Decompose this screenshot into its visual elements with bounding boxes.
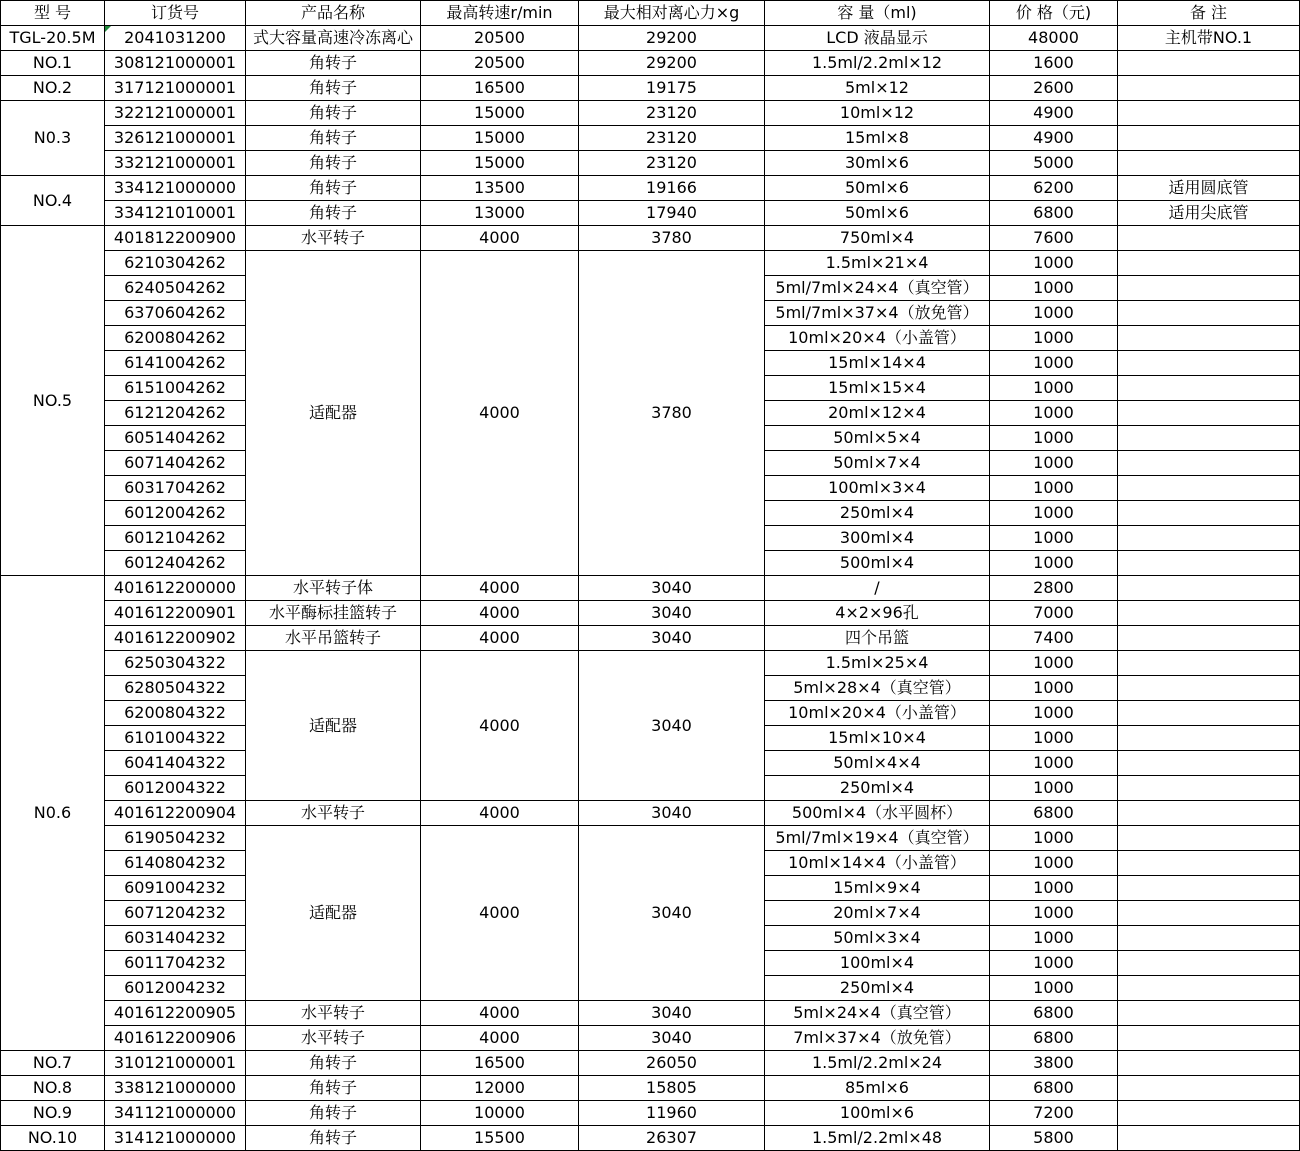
cell-price[interactable]: 1000: [990, 376, 1118, 401]
cell-product[interactable]: 水平转子: [246, 1001, 421, 1026]
cell-order[interactable]: 6041404322: [105, 751, 246, 776]
header-cell-note[interactable]: 备 注: [1118, 1, 1300, 26]
cell-speed[interactable]: 20500: [421, 51, 579, 76]
cell-price[interactable]: 1000: [990, 751, 1118, 776]
cell-price[interactable]: 7200: [990, 1101, 1118, 1126]
cell-order[interactable]: 6370604262: [105, 301, 246, 326]
cell-note[interactable]: 适用圆底管: [1118, 176, 1300, 201]
cell-note[interactable]: [1118, 876, 1300, 901]
table-row: [1, 826, 1300, 851]
cell-note[interactable]: 适用尖底管: [1118, 201, 1300, 226]
cell-capacity[interactable]: 50ml×6: [765, 201, 990, 226]
cell-capacity[interactable]: 100ml×6: [765, 1101, 990, 1126]
cell-capacity[interactable]: 50ml×7×4: [765, 451, 990, 476]
cell-rcf[interactable]: 29200: [579, 51, 765, 76]
cell-order[interactable]: 6101004322: [105, 726, 246, 751]
cell-product[interactable]: 角转子: [246, 1126, 421, 1151]
cell-price[interactable]: 5800: [990, 1126, 1118, 1151]
cell-price[interactable]: 48000: [990, 26, 1118, 51]
cell-price[interactable]: 1000: [990, 351, 1118, 376]
cell-note[interactable]: [1118, 1126, 1300, 1151]
cell-model[interactable]: N0.6: [1, 576, 105, 1051]
cell-speed[interactable]: 13000: [421, 201, 579, 226]
cell-model[interactable]: NO.2: [1, 76, 105, 101]
cell-note[interactable]: [1118, 126, 1300, 151]
table-row: [1, 151, 1300, 176]
cell-rcf[interactable]: 19166: [579, 176, 765, 201]
cell-speed[interactable]: 10000: [421, 1101, 579, 1126]
cell-note[interactable]: [1118, 726, 1300, 751]
cell-price[interactable]: 1000: [990, 701, 1118, 726]
table-row: [1, 1051, 1300, 1076]
header-cell-rcf[interactable]: 最大相对离心力×g: [579, 1, 765, 26]
cell-price[interactable]: 5000: [990, 151, 1118, 176]
cell-speed[interactable]: 12000: [421, 1076, 579, 1101]
cell-note[interactable]: [1118, 276, 1300, 301]
cell-price[interactable]: 1000: [990, 876, 1118, 901]
header-cell-price[interactable]: 价 格（元): [990, 1, 1118, 26]
cell-capacity[interactable]: 50ml×6: [765, 176, 990, 201]
cell-product[interactable]: 角转子: [246, 1101, 421, 1126]
cell-speed[interactable]: 20500: [421, 26, 579, 51]
cell-order[interactable]: 332121000001: [105, 151, 246, 176]
cell-rcf[interactable]: 3040: [579, 601, 765, 626]
cell-price[interactable]: 7400: [990, 626, 1118, 651]
cell-product[interactable]: 适配器: [246, 826, 421, 1001]
cell-order[interactable]: 6121204262: [105, 401, 246, 426]
cell-note[interactable]: [1118, 951, 1300, 976]
cell-note[interactable]: [1118, 1001, 1300, 1026]
table-row: [1, 576, 1300, 601]
cell-note[interactable]: [1118, 501, 1300, 526]
cell-note[interactable]: [1118, 551, 1300, 576]
cell-rcf[interactable]: 26050: [579, 1051, 765, 1076]
cell-note[interactable]: 主机带NO.1: [1118, 26, 1300, 51]
cell-price[interactable]: 1000: [990, 276, 1118, 301]
cell-order[interactable]: 6210304262: [105, 251, 246, 276]
cell-capacity[interactable]: 250ml×4: [765, 501, 990, 526]
cell-note[interactable]: [1118, 976, 1300, 1001]
cell-rcf[interactable]: 26307: [579, 1126, 765, 1151]
cell-note[interactable]: [1118, 776, 1300, 801]
table-row: [1, 201, 1300, 226]
cell-order[interactable]: 6071204232: [105, 901, 246, 926]
cell-order[interactable]: 314121000000: [105, 1126, 246, 1151]
cell-price[interactable]: 1000: [990, 951, 1118, 976]
cell-order[interactable]: 308121000001: [105, 51, 246, 76]
cell-order[interactable]: 338121000000: [105, 1076, 246, 1101]
cell-note[interactable]: [1118, 251, 1300, 276]
cell-rcf[interactable]: 3040: [579, 1026, 765, 1051]
cell-product[interactable]: 水平吊篮转子: [246, 626, 421, 651]
header-cell-order[interactable]: 订货号: [105, 1, 246, 26]
cell-rcf[interactable]: 15805: [579, 1076, 765, 1101]
cell-order[interactable]: 6071404262: [105, 451, 246, 476]
table-row: [1, 76, 1300, 101]
cell-product[interactable]: 水平转子: [246, 226, 421, 251]
cell-rcf[interactable]: 3040: [579, 1001, 765, 1026]
cell-speed[interactable]: 16500: [421, 1051, 579, 1076]
cell-capacity[interactable]: 5ml×28×4（真空管）: [765, 676, 990, 701]
cell-order[interactable]: 6012004322: [105, 776, 246, 801]
cell-product[interactable]: 水平酶标挂篮转子: [246, 601, 421, 626]
cell-capacity[interactable]: 20ml×7×4: [765, 901, 990, 926]
cell-model[interactable]: NO.4: [1, 176, 105, 226]
cell-speed[interactable]: 15500: [421, 1126, 579, 1151]
cell-order[interactable]: 6250304322: [105, 651, 246, 676]
cell-price[interactable]: 1000: [990, 501, 1118, 526]
cell-capacity[interactable]: /: [765, 576, 990, 601]
cell-order[interactable]: 6141004262: [105, 351, 246, 376]
cell-price[interactable]: 2800: [990, 576, 1118, 601]
cell-speed[interactable]: 4000: [421, 576, 579, 601]
cell-note[interactable]: [1118, 326, 1300, 351]
cell-product[interactable]: 水平转子: [246, 1026, 421, 1051]
cell-product[interactable]: 角转子: [246, 76, 421, 101]
cell-capacity[interactable]: 500ml×4: [765, 551, 990, 576]
cell-speed[interactable]: 15000: [421, 151, 579, 176]
cell-product[interactable]: 适配器: [246, 651, 421, 801]
cell-note[interactable]: [1118, 651, 1300, 676]
cell-speed[interactable]: 4000: [421, 226, 579, 251]
cell-speed[interactable]: 4000: [421, 826, 579, 1001]
cell-note[interactable]: [1118, 901, 1300, 926]
cell-capacity[interactable]: 50ml×3×4: [765, 926, 990, 951]
table-row: [1, 26, 1300, 51]
cell-price[interactable]: 1000: [990, 426, 1118, 451]
cell-product[interactable]: 角转子: [246, 51, 421, 76]
cell-price[interactable]: 6800: [990, 1001, 1118, 1026]
cell-order[interactable]: 6012104262: [105, 526, 246, 551]
cell-product[interactable]: 角转子: [246, 201, 421, 226]
cell-capacity[interactable]: 7ml×37×4（放免管）: [765, 1026, 990, 1051]
cell-price[interactable]: 6800: [990, 1026, 1118, 1051]
cell-capacity[interactable]: 4×2×96孔: [765, 601, 990, 626]
cell-price[interactable]: 6800: [990, 801, 1118, 826]
cell-capacity[interactable]: LCD 液晶显示: [765, 26, 990, 51]
cell-speed[interactable]: 15000: [421, 126, 579, 151]
cell-capacity[interactable]: 100ml×4: [765, 951, 990, 976]
cell-price[interactable]: 1000: [990, 551, 1118, 576]
cell-order[interactable]: 401612200902: [105, 626, 246, 651]
cell-order[interactable]: 401612200901: [105, 601, 246, 626]
cell-product[interactable]: 适配器: [246, 251, 421, 576]
cell-price[interactable]: 7600: [990, 226, 1118, 251]
cell-price[interactable]: 1000: [990, 726, 1118, 751]
cell-speed[interactable]: 4000: [421, 1001, 579, 1026]
cell-price[interactable]: 4900: [990, 101, 1118, 126]
cell-speed[interactable]: 15000: [421, 101, 579, 126]
cell-note[interactable]: [1118, 301, 1300, 326]
cell-price[interactable]: 6800: [990, 1076, 1118, 1101]
cell-capacity[interactable]: 10ml×20×4（小盖管）: [765, 701, 990, 726]
cell-price[interactable]: 1000: [990, 401, 1118, 426]
table-row: [1, 1026, 1300, 1051]
cell-price[interactable]: 1000: [990, 851, 1118, 876]
cell-price[interactable]: 3800: [990, 1051, 1118, 1076]
cell-speed[interactable]: 4000: [421, 601, 579, 626]
cell-model[interactable]: NO.1: [1, 51, 105, 76]
cell-note[interactable]: [1118, 826, 1300, 851]
cell-product[interactable]: 水平转子体: [246, 576, 421, 601]
cell-capacity[interactable]: 10ml×12: [765, 101, 990, 126]
table-row: [1, 651, 1300, 676]
cell-order[interactable]: 2041031200: [105, 26, 246, 51]
cell-rcf[interactable]: 23120: [579, 101, 765, 126]
cell-price[interactable]: 6800: [990, 201, 1118, 226]
cell-order[interactable]: 317121000001: [105, 76, 246, 101]
cell-order[interactable]: 6240504262: [105, 276, 246, 301]
cell-capacity[interactable]: 1.5ml/2.2ml×24: [765, 1051, 990, 1076]
cell-capacity[interactable]: 250ml×4: [765, 976, 990, 1001]
cell-price[interactable]: 1000: [990, 301, 1118, 326]
cell-price[interactable]: 2600: [990, 76, 1118, 101]
cell-speed[interactable]: 4000: [421, 626, 579, 651]
cell-note[interactable]: [1118, 1076, 1300, 1101]
cell-order[interactable]: 6200804262: [105, 326, 246, 351]
cell-rcf[interactable]: 3040: [579, 826, 765, 1001]
cell-capacity[interactable]: 50ml×5×4: [765, 426, 990, 451]
cell-order[interactable]: 310121000001: [105, 1051, 246, 1076]
cell-model[interactable]: N0.3: [1, 101, 105, 176]
cell-note[interactable]: [1118, 76, 1300, 101]
cell-note[interactable]: [1118, 1051, 1300, 1076]
cell-price[interactable]: 1000: [990, 251, 1118, 276]
cell-note[interactable]: [1118, 151, 1300, 176]
cell-product[interactable]: 角转子: [246, 126, 421, 151]
cell-capacity[interactable]: 15ml×14×4: [765, 351, 990, 376]
cell-model[interactable]: NO.5: [1, 226, 105, 576]
cell-capacity[interactable]: 15ml×9×4: [765, 876, 990, 901]
cell-capacity[interactable]: 20ml×12×4: [765, 401, 990, 426]
cell-order[interactable]: 401612200906: [105, 1026, 246, 1051]
cell-rcf[interactable]: 11960: [579, 1101, 765, 1126]
cell-model[interactable]: NO.7: [1, 1051, 105, 1076]
cell-price[interactable]: 1000: [990, 976, 1118, 1001]
cell-product[interactable]: 角转子: [246, 176, 421, 201]
cell-product[interactable]: 角转子: [246, 1051, 421, 1076]
header-cell-product[interactable]: 产品名称: [246, 1, 421, 26]
cell-rcf[interactable]: 23120: [579, 151, 765, 176]
table-row: [1, 801, 1300, 826]
cell-capacity[interactable]: 100ml×3×4: [765, 476, 990, 501]
cell-order[interactable]: 6031404232: [105, 926, 246, 951]
cell-speed[interactable]: 4000: [421, 251, 579, 576]
cell-note[interactable]: [1118, 376, 1300, 401]
table-row: [1, 126, 1300, 151]
cell-note[interactable]: [1118, 801, 1300, 826]
cell-price[interactable]: 1000: [990, 651, 1118, 676]
cell-note[interactable]: [1118, 426, 1300, 451]
cell-note[interactable]: [1118, 701, 1300, 726]
cell-speed[interactable]: 4000: [421, 651, 579, 801]
cell-note[interactable]: [1118, 476, 1300, 501]
cell-order[interactable]: 334121010001: [105, 201, 246, 226]
table-row: [1, 601, 1300, 626]
cell-price[interactable]: 1000: [990, 326, 1118, 351]
cell-capacity[interactable]: 1.5ml/2.2ml×48: [765, 1126, 990, 1151]
cell-price[interactable]: 1000: [990, 676, 1118, 701]
cell-order[interactable]: 6012004262: [105, 501, 246, 526]
cell-note[interactable]: [1118, 851, 1300, 876]
cell-price[interactable]: 1000: [990, 451, 1118, 476]
cell-order[interactable]: 6190504232: [105, 826, 246, 851]
table-row: [1, 626, 1300, 651]
cell-price[interactable]: 1000: [990, 926, 1118, 951]
header-cell-model[interactable]: 型 号: [1, 1, 105, 26]
cell-order[interactable]: 6012004232: [105, 976, 246, 1001]
cell-order[interactable]: 6051404262: [105, 426, 246, 451]
cell-order[interactable]: 401612200905: [105, 1001, 246, 1026]
cell-capacity[interactable]: 1.5ml/2.2ml×12: [765, 51, 990, 76]
cell-model[interactable]: NO.9: [1, 1101, 105, 1126]
cell-capacity[interactable]: 5ml/7ml×24×4（真空管）: [765, 276, 990, 301]
cell-rcf[interactable]: 19175: [579, 76, 765, 101]
cell-note[interactable]: [1118, 51, 1300, 76]
cell-speed[interactable]: 16500: [421, 76, 579, 101]
cell-product[interactable]: 式大容量高速冷冻离心: [246, 26, 421, 51]
table-row: [1, 176, 1300, 201]
table-row: [1, 51, 1300, 76]
cell-capacity[interactable]: 85ml×6: [765, 1076, 990, 1101]
cell-note[interactable]: [1118, 576, 1300, 601]
cell-price[interactable]: 1000: [990, 826, 1118, 851]
cell-order[interactable]: 6012404262: [105, 551, 246, 576]
cell-note[interactable]: [1118, 601, 1300, 626]
cell-price[interactable]: 1600: [990, 51, 1118, 76]
cell-order[interactable]: 322121000001: [105, 101, 246, 126]
cell-capacity[interactable]: 250ml×4: [765, 776, 990, 801]
cell-capacity[interactable]: 30ml×6: [765, 151, 990, 176]
cell-capacity[interactable]: 1.5ml×25×4: [765, 651, 990, 676]
table-row: [1, 1076, 1300, 1101]
cell-note[interactable]: [1118, 401, 1300, 426]
cell-capacity[interactable]: 300ml×4: [765, 526, 990, 551]
cell-capacity[interactable]: 750ml×4: [765, 226, 990, 251]
cell-note[interactable]: [1118, 526, 1300, 551]
table-row: [1, 1001, 1300, 1026]
cell-order[interactable]: 401612200000: [105, 576, 246, 601]
cell-capacity[interactable]: 1.5ml×21×4: [765, 251, 990, 276]
cell-note[interactable]: [1118, 101, 1300, 126]
cell-price[interactable]: 1000: [990, 476, 1118, 501]
cell-rcf[interactable]: 17940: [579, 201, 765, 226]
cell-note[interactable]: [1118, 451, 1300, 476]
cell-order[interactable]: 6280504322: [105, 676, 246, 701]
cell-price[interactable]: 1000: [990, 901, 1118, 926]
cell-capacity[interactable]: 15ml×10×4: [765, 726, 990, 751]
cell-note[interactable]: [1118, 1101, 1300, 1126]
cell-capacity[interactable]: 10ml×20×4（小盖管）: [765, 326, 990, 351]
cell-price[interactable]: 7000: [990, 601, 1118, 626]
cell-price[interactable]: 1000: [990, 776, 1118, 801]
cell-capacity[interactable]: 5ml/7ml×19×4（真空管）: [765, 826, 990, 851]
cell-capacity[interactable]: 50ml×4×4: [765, 751, 990, 776]
cell-capacity[interactable]: 四个吊篮: [765, 626, 990, 651]
cell-capacity[interactable]: 5ml×12: [765, 76, 990, 101]
cell-price[interactable]: 4900: [990, 126, 1118, 151]
cell-rcf[interactable]: 3040: [579, 576, 765, 601]
cell-note[interactable]: [1118, 676, 1300, 701]
cell-model[interactable]: NO.8: [1, 1076, 105, 1101]
cell-order[interactable]: 326121000001: [105, 126, 246, 151]
table-row: [1, 226, 1300, 251]
cell-order[interactable]: 334121000000: [105, 176, 246, 201]
cell-order[interactable]: 341121000000: [105, 1101, 246, 1126]
header-cell-capacity[interactable]: 容 量（ml): [765, 1, 990, 26]
cell-product[interactable]: 角转子: [246, 101, 421, 126]
cell-order[interactable]: 6031704262: [105, 476, 246, 501]
cell-order[interactable]: 6151004262: [105, 376, 246, 401]
cell-note[interactable]: [1118, 351, 1300, 376]
cell-capacity[interactable]: 500ml×4（水平圆杯）: [765, 801, 990, 826]
cell-order[interactable]: 6140804232: [105, 851, 246, 876]
cell-rcf[interactable]: 3040: [579, 626, 765, 651]
table-row: [1, 1101, 1300, 1126]
header-cell-speed[interactable]: 最高转速r/min: [421, 1, 579, 26]
cell-rcf[interactable]: 23120: [579, 126, 765, 151]
cell-capacity[interactable]: 10ml×14×4（小盖管）: [765, 851, 990, 876]
cell-note[interactable]: [1118, 751, 1300, 776]
cell-product[interactable]: 角转子: [246, 1076, 421, 1101]
cell-speed[interactable]: 4000: [421, 801, 579, 826]
cell-model[interactable]: NO.10: [1, 1126, 105, 1151]
cell-price[interactable]: 1000: [990, 526, 1118, 551]
cell-rcf[interactable]: 3780: [579, 251, 765, 576]
cell-product[interactable]: 角转子: [246, 151, 421, 176]
cell-capacity[interactable]: 5ml×24×4（真空管）: [765, 1001, 990, 1026]
cell-capacity[interactable]: 15ml×8: [765, 126, 990, 151]
cell-note[interactable]: [1118, 626, 1300, 651]
cell-note[interactable]: [1118, 226, 1300, 251]
cell-speed[interactable]: 4000: [421, 1026, 579, 1051]
cell-order[interactable]: 401612200904: [105, 801, 246, 826]
cell-rcf[interactable]: 3040: [579, 801, 765, 826]
cell-order[interactable]: 6200804322: [105, 701, 246, 726]
table-row: [1, 1126, 1300, 1151]
cell-model[interactable]: TGL-20.5M: [1, 26, 105, 51]
cell-capacity[interactable]: 5ml/7ml×37×4（放免管）: [765, 301, 990, 326]
table-row: [1, 251, 1300, 276]
cell-order[interactable]: 401812200900: [105, 226, 246, 251]
cell-rcf[interactable]: 3780: [579, 226, 765, 251]
cell-rcf[interactable]: 29200: [579, 26, 765, 51]
cell-product[interactable]: 水平转子: [246, 801, 421, 826]
cell-price[interactable]: 6200: [990, 176, 1118, 201]
cell-capacity[interactable]: 15ml×15×4: [765, 376, 990, 401]
cell-speed[interactable]: 13500: [421, 176, 579, 201]
cell-note[interactable]: [1118, 1026, 1300, 1051]
cell-rcf[interactable]: 3040: [579, 651, 765, 801]
cell-note[interactable]: [1118, 926, 1300, 951]
cell-order[interactable]: 6091004232: [105, 876, 246, 901]
header-row: [1, 1, 1300, 26]
table-row: [1, 101, 1300, 126]
cell-order[interactable]: 6011704232: [105, 951, 246, 976]
